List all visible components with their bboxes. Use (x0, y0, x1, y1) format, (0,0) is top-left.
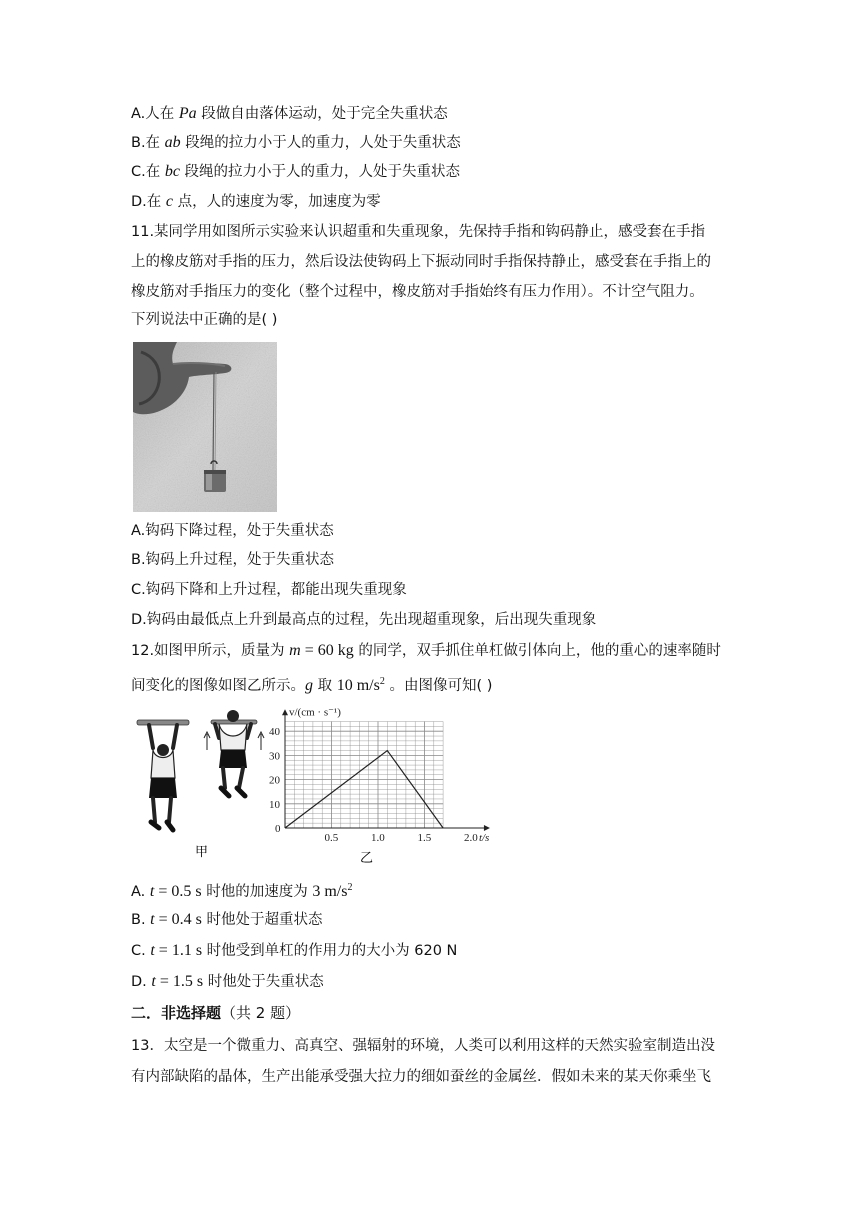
option-text: 段绳的拉力小于人的重力，人处于失重状态 (179, 164, 461, 180)
option-prefix: C. (131, 943, 151, 959)
q11-option-d: D.钩码由最低点上升到最高点的过程，先出现超重现象，后出现失重现象 (131, 612, 597, 628)
q11-stem-line-4: 下列说法中正确的是( ) (131, 312, 278, 328)
y-tick-label: 20 (269, 774, 280, 787)
section-title: 二．非选择题 (131, 1004, 222, 1022)
chart-grid (285, 722, 443, 828)
segment-symbol: Pa (178, 105, 197, 122)
velocity-time-chart (269, 706, 490, 844)
q12-option-a (131, 878, 352, 902)
q12-option-b (131, 910, 322, 930)
q13-line-2: 有内部缺陷的晶体，生产出能承受强大拉力的细如蚕丝的金属丝．假如未来的某天你乘坐飞 (131, 1069, 711, 1085)
option-text: 段做自由落体运动，处于完全失重状态 (196, 106, 448, 122)
y-tick-label: 30 (269, 750, 280, 763)
fig-label-left: 甲 (195, 845, 209, 860)
point-symbol: c (165, 193, 173, 210)
option-text: 时他处于超重状态 (201, 912, 323, 928)
exponent: 2 (379, 676, 385, 687)
x-tick-label: 1.5 (417, 832, 432, 844)
q11-stem-line-3: 橡皮筋对手指压力的变化（整个过程中，橡皮筋对手指始终有压力作用）。不计空气阻力。 (131, 284, 704, 300)
x-tick-label: 2.0 (464, 832, 478, 844)
q10-option-c (131, 162, 460, 182)
q12-option-d (131, 972, 324, 992)
time-value: = 0.5 s (154, 882, 202, 900)
time-value: = 0.4 s (154, 911, 202, 928)
fig-label-right: 乙 (360, 851, 374, 866)
y-axis-arrow (282, 709, 288, 715)
stem-text: 取 (313, 677, 337, 694)
stem-text: 间变化的图像如图乙所示。 (131, 677, 305, 694)
q13-line-1: 13．太空是一个微重力、高真空、强辐射的环境，人类可以利用这样的天然实验室制造出没 (131, 1038, 715, 1054)
y-axis-label: v/(cm · s⁻¹) (289, 706, 341, 719)
exponent: 2 (347, 882, 353, 893)
section-heading (131, 1003, 300, 1023)
stem-text: 。由图像可知( ) (384, 677, 493, 694)
option-text: 时他的加速度为 (201, 883, 313, 900)
y-tick-label: 0 (275, 823, 281, 835)
acceleration-value: 3 m/s (312, 882, 348, 900)
q11-stem-line-2: 上的橡皮筋对手指的压力，然后设法使钩码上下振动同时手指保持静止，感受套在手指上的 (131, 254, 711, 270)
segment-symbol: bc (164, 163, 180, 180)
option-prefix: D. (131, 974, 152, 990)
mass-symbol: m (289, 642, 301, 659)
option-text: 时他受到单杠的作用力的大小为 620 N (202, 943, 458, 959)
option-text: 段绳的拉力小于人的重力，人处于失重状态 (180, 135, 461, 151)
option-prefix: B.在 (131, 135, 165, 151)
q10-option-b (131, 133, 461, 153)
option-prefix: A.人在 (131, 106, 179, 122)
q11-option-c: C.钩码下降和上升过程，都能出现失重现象 (131, 582, 407, 598)
option-prefix: D.在 (131, 194, 166, 210)
q12-stem-line-1 (131, 641, 721, 661)
q11-option-a: A.钩码下降过程，处于失重状态 (131, 523, 334, 539)
y-tick-label: 40 (269, 726, 280, 739)
x-axis-label: t/s (478, 832, 490, 844)
time-symbol: t (149, 882, 155, 900)
option-prefix: C.在 (131, 164, 165, 180)
q11-option-b: B.钩码上升过程，处于失重状态 (131, 552, 335, 568)
time-symbol: t (150, 942, 155, 959)
gravity-value: 10 m/s (336, 676, 380, 694)
segment-symbol: ab (164, 134, 181, 151)
stem-text: 12.如图甲所示，质量为 (131, 643, 290, 659)
x-tick-label: 0.5 (324, 832, 339, 844)
x-tick-labels (325, 832, 479, 844)
pullup-illustration (137, 710, 264, 830)
gravity-symbol: g (305, 676, 313, 694)
option-prefix: A. (131, 883, 150, 900)
stem-text: 的同学，双手抓住单杠做引体向上，他的重心的速率随时 (353, 643, 721, 659)
q10-option-d (131, 192, 381, 212)
finger-hook-weight-photo (133, 342, 277, 512)
y-tick-labels (269, 726, 281, 835)
option-text: 点，人的速度为零，加速度为零 (173, 194, 381, 210)
x-tick-label: 1.0 (371, 832, 385, 844)
q11-stem-line-1: 11.某同学用如图所示实验来认识超重和失重现象，先保持手指和钩码静止，感受套在手指 (131, 224, 706, 240)
q10-option-a (131, 104, 448, 124)
option-text: 时他处于失重状态 (203, 974, 324, 990)
y-tick-label: 10 (269, 798, 280, 811)
mass-value: = 60 kg (300, 642, 354, 659)
time-value: = 1.5 s (155, 973, 204, 990)
section-note: （共 2 题） (221, 1004, 301, 1022)
time-symbol: t (150, 911, 155, 928)
q12-option-c (131, 941, 457, 961)
x-axis-arrow (484, 825, 490, 831)
time-symbol: t (151, 973, 156, 990)
q12-stem-line-2 (131, 672, 492, 696)
time-value: = 1.1 s (154, 942, 203, 959)
option-prefix: B. (131, 912, 151, 928)
q12-figure (133, 700, 490, 870)
